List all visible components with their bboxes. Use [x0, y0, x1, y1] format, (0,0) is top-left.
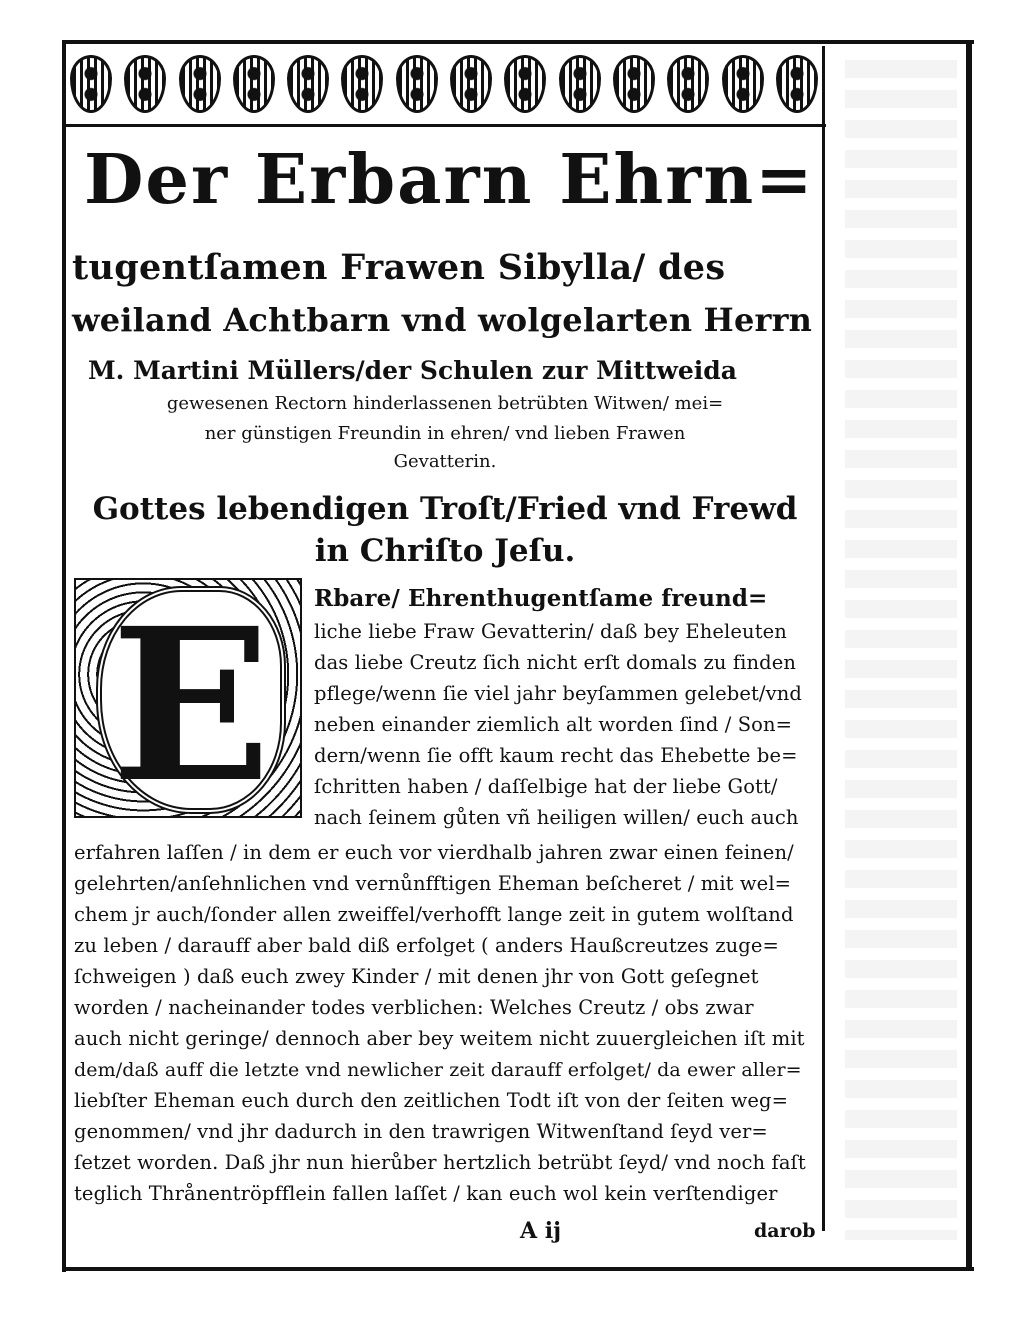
ornament-icon	[233, 55, 275, 113]
ornament-icon	[287, 55, 329, 113]
greeting-line-1: Gottes lebendigen Troſt/Fried vnd Frewd	[92, 491, 798, 527]
ornament-rule	[62, 124, 826, 127]
greeting-line-2: in Chriſto Jeſu.	[314, 533, 576, 569]
ornament-icon	[776, 55, 818, 113]
ornament-icon	[504, 55, 546, 113]
ornament-icon	[667, 55, 709, 113]
ornament-icon	[341, 55, 383, 113]
subtitle-line-1: gewesenen Rectorn hinderlassenen betrübten Witwen/ mei=	[166, 393, 724, 414]
body-line: liche liebe Fraw Gevatterin/ daß bey Eheleuten	[314, 620, 787, 643]
subtitle-line-3: Gevatterin.	[393, 451, 497, 472]
ornament-band	[70, 50, 818, 118]
body-line: genommen/ vnd jhr dadurch in den trawrigen Witwenſtand ſeyd ver=	[74, 1120, 768, 1143]
subtitle-line-2: ner günstigen Freundin in ehren/ vnd lieben Frawen	[204, 423, 686, 444]
ornament-icon	[179, 55, 221, 113]
body-line: dem/daß auff die letzte vnd newlicher zeit darauff erfolget/ da ewer aller=	[74, 1059, 802, 1081]
body-line: zu leben / darauff aber bald diß erfolget ( anders Haußcreutzes zuge=	[74, 934, 779, 957]
body-line: worden / nacheinander todes verblichen: Welches Creutz / obs zwar	[74, 996, 754, 1019]
frame-top-rule	[62, 40, 974, 44]
body-line: ſchweigen ) daß euch zwey Kinder / mit denen jhr von Gott geſegnet	[74, 965, 759, 988]
signature-mark: A ij	[520, 1218, 562, 1244]
body-line: teglich Thrånentröpfflein fallen laſſet / kan euch wol kein verſtendiger	[74, 1182, 778, 1205]
title-line-1: Der Erbarn Ehrn=	[84, 140, 815, 220]
body-line: pflege/wenn ſie viel jahr beyſammen gelebet/vnd	[314, 682, 802, 705]
title-line-2: tugentſamen Frawen Sibylla/ des	[72, 247, 726, 288]
frame-right-rule	[822, 46, 825, 1231]
decorated-initial	[74, 578, 302, 829]
body-line: dern/wenn ſie offt kaum recht das Ehebette be=	[314, 744, 798, 767]
initial-letter: E	[96, 586, 286, 814]
title-line-3: weiland Achtbarn vnd wolgelarten Herrn	[72, 301, 813, 339]
body-line: auch nicht geringe/ dennoch aber bey weitem nicht zuuergleichen iſt mit	[74, 1027, 805, 1050]
catchword: darob	[754, 1220, 816, 1242]
title-line-4: M. Martini Müllers/der Schulen zur Mittweida	[88, 356, 737, 385]
show-through-bleed	[845, 60, 957, 1240]
ornament-icon	[559, 55, 601, 113]
body-line: neben einander ziemlich alt worden ſind / Son=	[314, 713, 793, 736]
ornament-icon	[613, 55, 655, 113]
body-line: ſetzet worden. Daß jhr nun hierůber hertzlich betrübt ſeyd/ vnd noch faſt	[74, 1151, 806, 1174]
body-line: erfahren laſſen / in dem er euch vor vierdhalb jahren zwar einen feinen/	[74, 841, 794, 864]
ornament-icon	[396, 55, 438, 113]
frame-bottom-rule	[62, 1267, 974, 1271]
ornament-icon	[450, 55, 492, 113]
ornament-icon	[722, 55, 764, 113]
body-line: das liebe Creutz ſich nicht erſt domals zu finden	[314, 651, 797, 674]
ornament-icon	[70, 55, 112, 113]
page-edge	[966, 40, 972, 1271]
body-line: Rbare/ Ehrenthugentſame freund=	[314, 585, 768, 612]
body-line: nach ſeinem gůten vñ heiligen willen/ euch auch	[314, 806, 799, 829]
body-line: liebſter Eheman euch durch den zeitlichen Todt iſt von der ſeiten weg=	[74, 1089, 789, 1112]
ornament-icon	[124, 55, 166, 113]
body-line: gelehrten/anſehnlichen vnd vernůnfftigen Eheman beſcheret / mit wel=	[74, 872, 792, 895]
body-line: chem jr auch/ſonder allen zweiffel/verhofft lange zeit in gutem wolſtand	[74, 903, 794, 926]
frame-left-rule	[62, 44, 66, 1272]
body-line: ſchritten haben / daſſelbige hat der liebe Gott/	[314, 775, 778, 798]
